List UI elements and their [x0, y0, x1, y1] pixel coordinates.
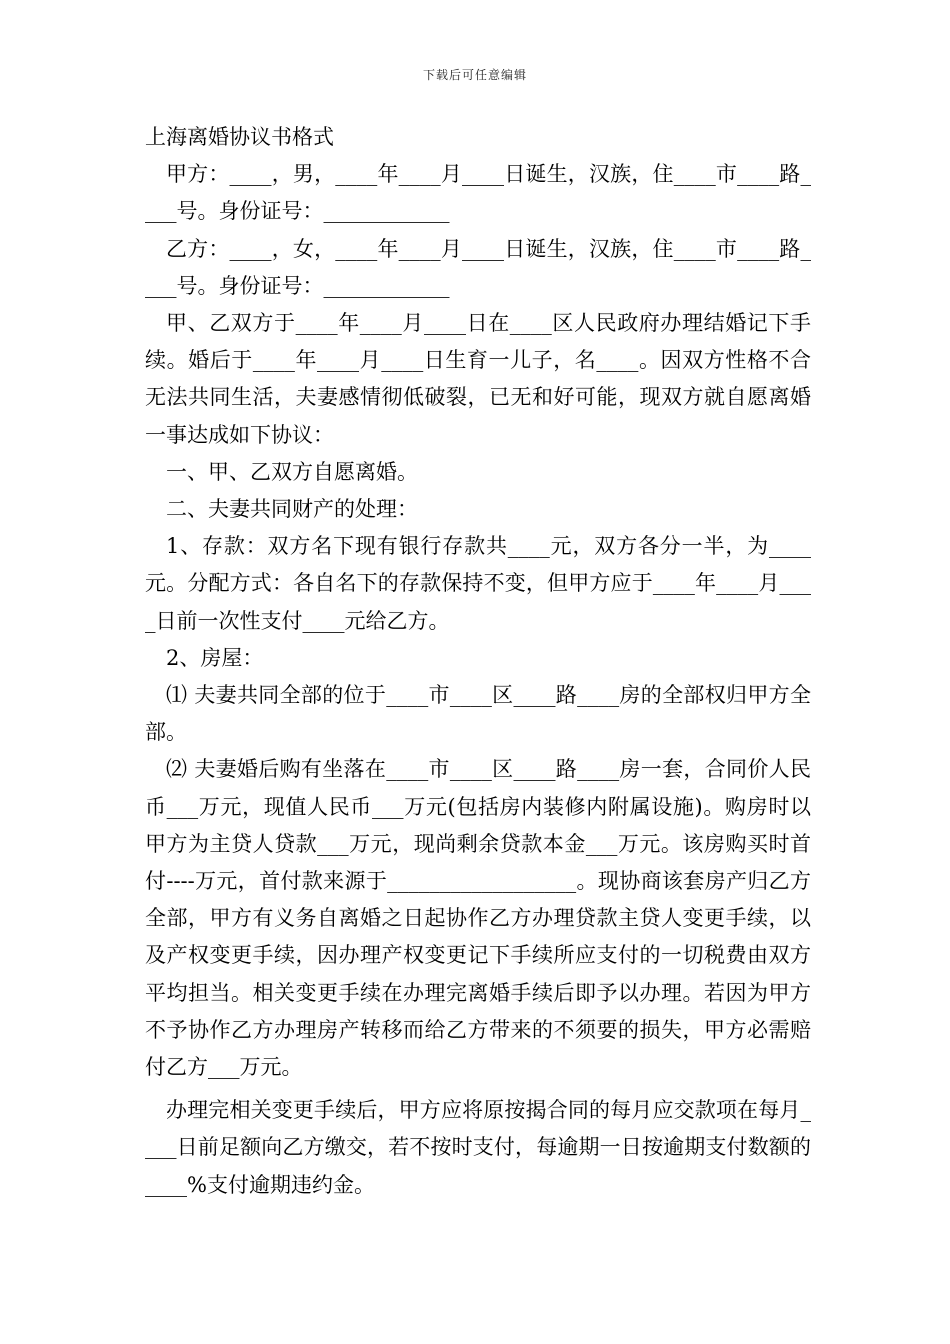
clause-1-paragraph: 一、甲、乙双方自愿离婚。: [166, 459, 418, 484]
document-title: 上海离婚协议书格式: [145, 125, 334, 149]
marriage-history-paragraph: 甲、乙双方于____年____月____日在____区人民政府办理结婚记下手续。婚后于____年____月____日生育一儿子，名____。因双方性格不合无法共同生活，夫妻感情彻低破裂，已无和好可能，现双方就自愿离婚一事达成如下协议：: [145, 311, 811, 447]
house-item-2-paragraph: ⑵ 夫妻婚后购有坐落在____市____区____路____房一套，合同价人民币___万元，现值人民币___万元(包括房内装修内附属设施)。购房时以甲方为主贷人贷款___万元，现尚剩余贷款本金___万元。该房购买时首付----万元，首付款来源于__________________。现协商该套房产归乙方全部，甲方有义务自离婚之日起协作乙方办理贷款主贷人变更手续，以及产权变更手续，因办理产权变更记下手续所应支付的一切税费由双方平均担当。相关变更手续在办理完离婚手续后即予以办理。若因为甲方不予协作乙方办理房产转移而给乙方带来的不须要的损失，甲方必需赔付乙方___万元。: [145, 757, 811, 1080]
document-body: [145, 119, 811, 1204]
mortgage-payment-paragraph: 办理完相关变更手续后，甲方应将原按揭合同的每月应交款项在每月____日前足额向乙方缴交，若不按时支付，每逾期一日按逾期支付数额的____%支付逾期违约金。: [145, 1098, 811, 1197]
header-note: 下载后可任意编辑: [422, 68, 527, 82]
clause-2-heading: 二、夫妻共同财产的处理：: [166, 497, 418, 522]
party-b-paragraph: 乙方：____，女，____年____月____日诞生，汉族，住____市____路____号。身份证号：____________: [145, 236, 811, 298]
house-item-1-paragraph: ⑴ 夫妻共同全部的位于____市____区____路____房的全部权归甲方全部。: [145, 683, 811, 745]
deposit-paragraph: 1、存款：双方名下现有银行存款共____元，双方各分一半，为____元。分配方式：各自名下的存款保持不变，但甲方应于____年____月____日前一次性支付____元给乙方。: [145, 534, 811, 633]
house-heading: 2、房屋：: [166, 645, 264, 670]
party-a-paragraph: 甲方：____，男，____年____月____日诞生，汉族，住____市____路____号。身份证号：____________: [145, 162, 811, 224]
